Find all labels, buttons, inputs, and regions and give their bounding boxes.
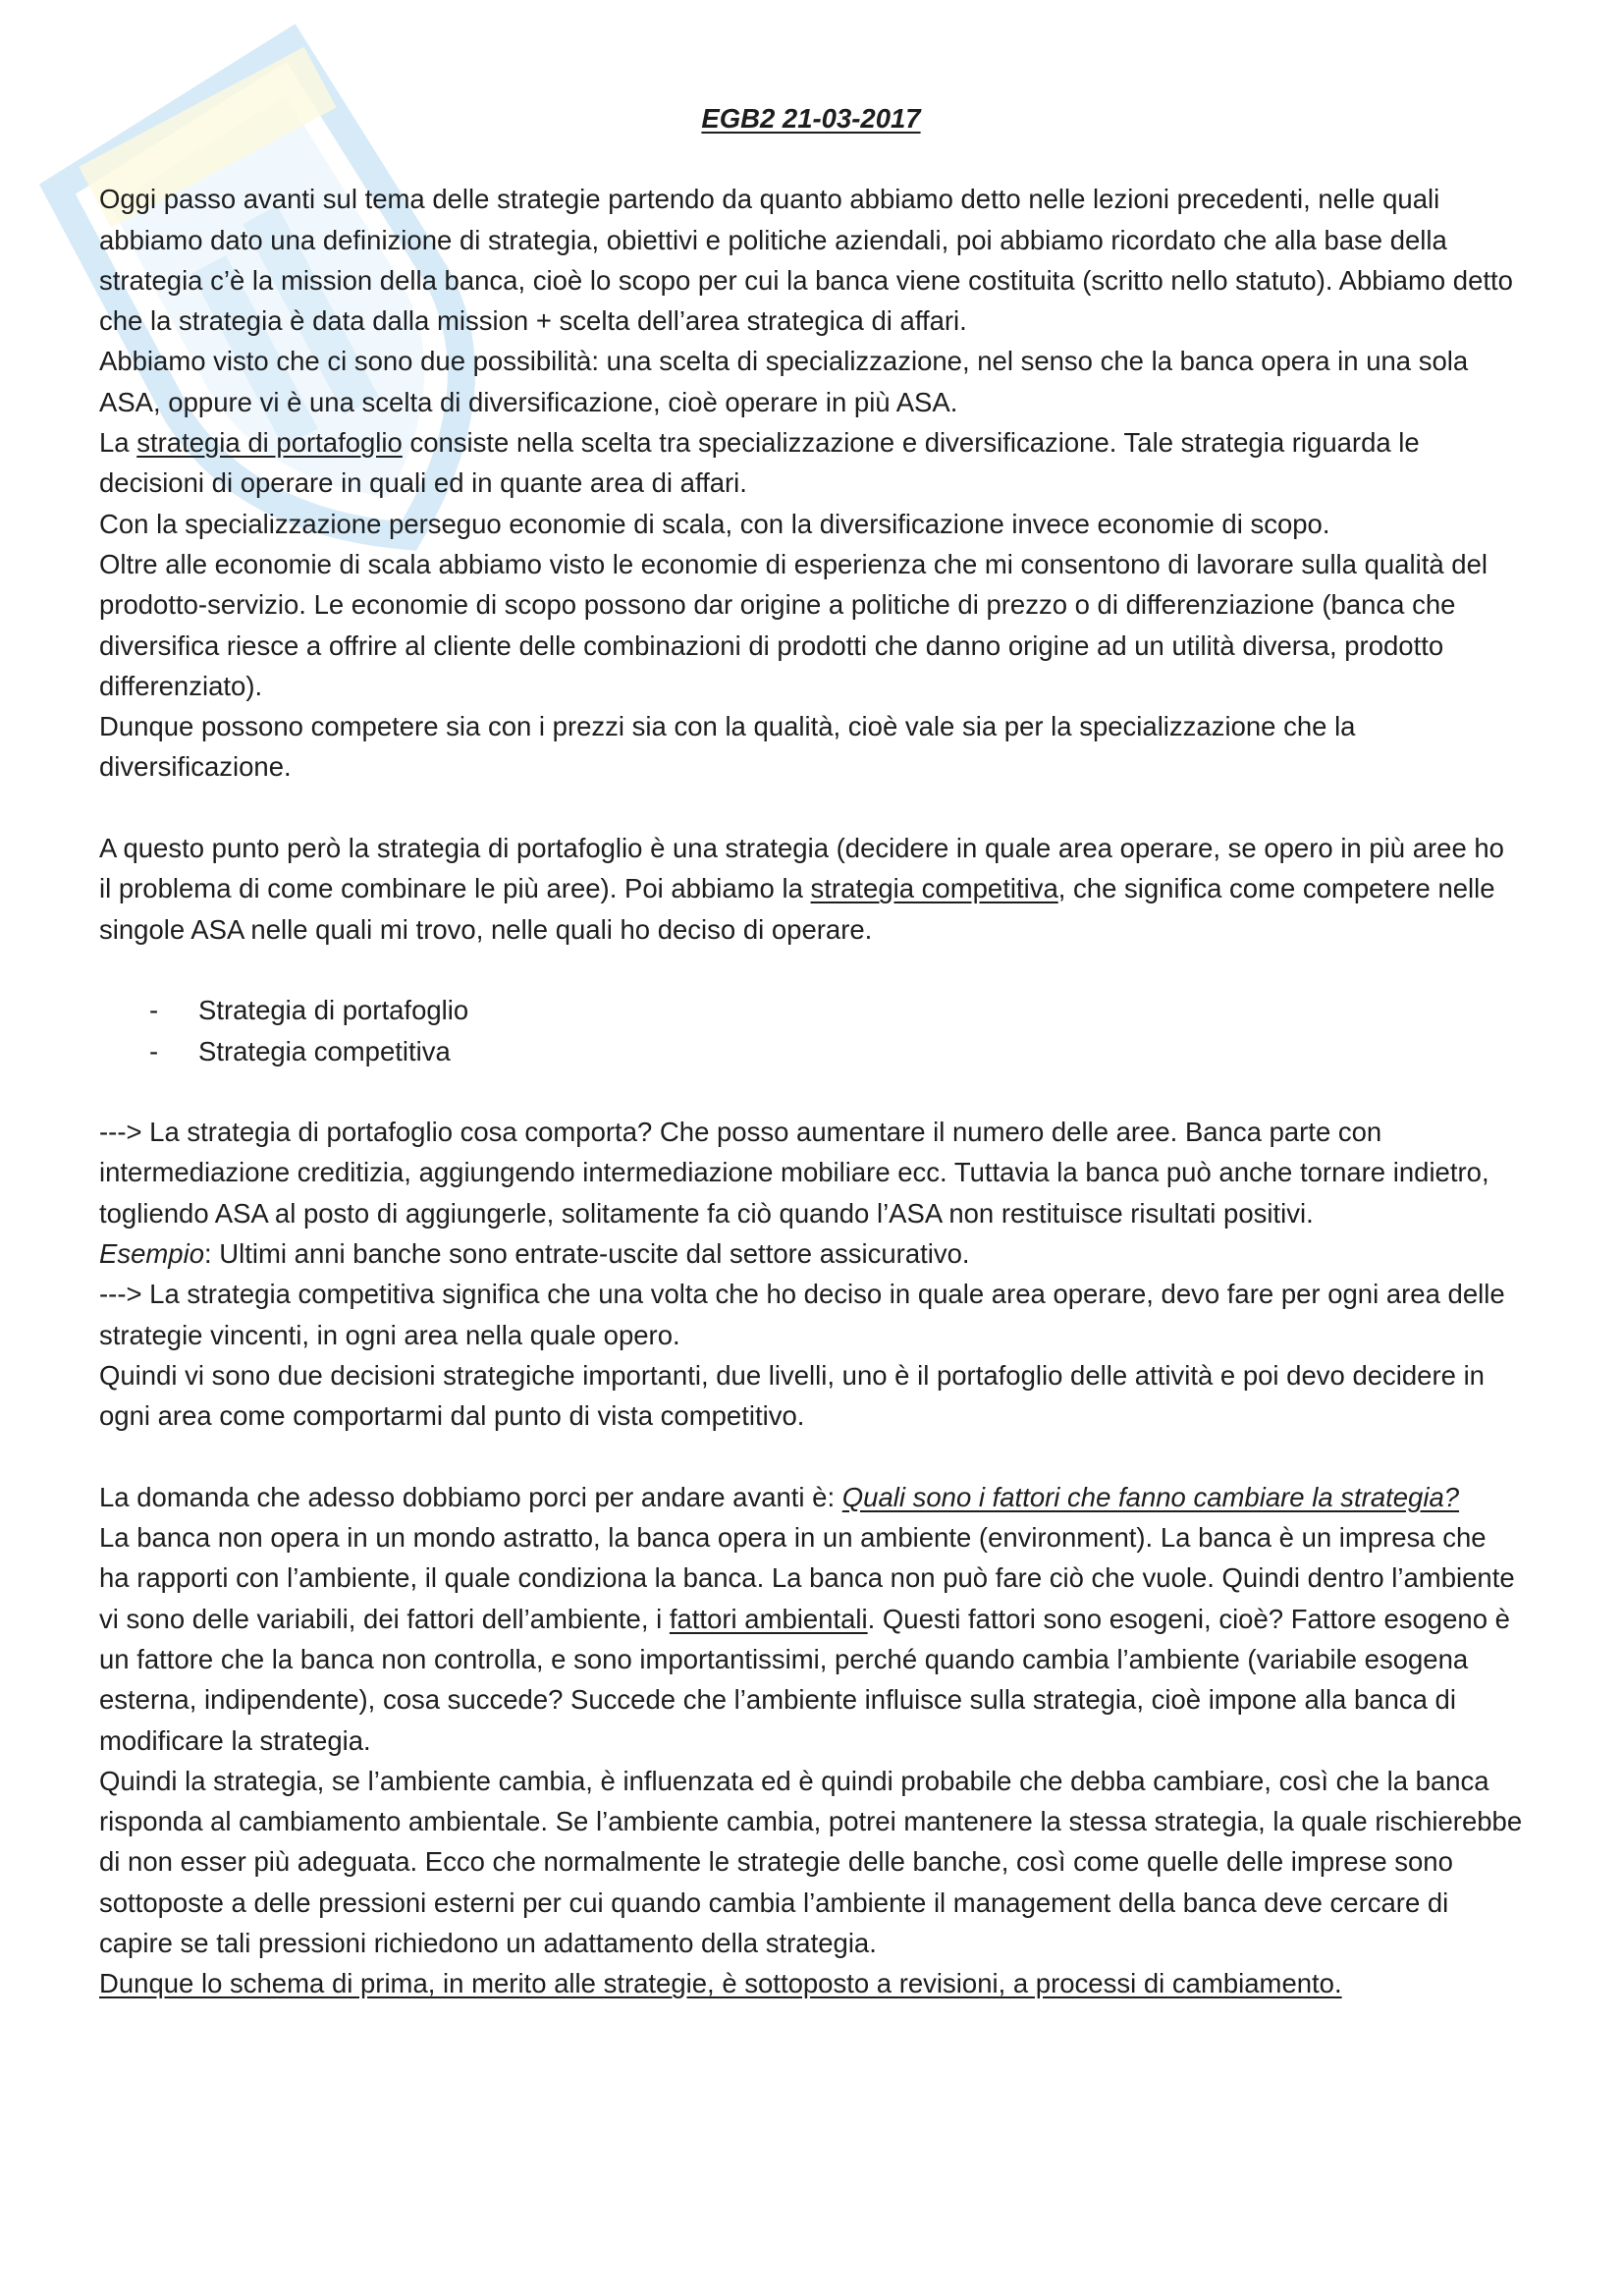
list-item: - Strategia di portafoglio	[149, 995, 469, 1026]
closing-statement: Dunque lo schema di prima, in merito alle strategie, è sottoposto a revisioni, a processi di cambiamento.	[99, 1968, 1342, 1999]
document-page	[99, 98, 1523, 2004]
document-title: EGB2 21-03-2017	[701, 103, 921, 134]
question-fattori: Quali sono i fattori che fanno cambiare la strategia?	[841, 1481, 1460, 1512]
term-fattori-ambientali: fattori ambientali	[669, 1603, 868, 1634]
list-item: - Strategia competitiva	[149, 1035, 451, 1066]
paragraph-fattori-ambientali: La domanda che adesso dobbiamo porci per andare avanti è: Quali sono i fattori che fanno cambiare la strategia? La banca non opera in un mondo astratto, la banca opera in un ambiente (environment). La banca è un impresa che ha rapporti con l’ambiente, il quale condiziona la banca. La banca non può fare ciò che vuole. Quindi dentro l’ambiente vi sono delle variabili, dei fattori dell’ambiente, i fattori ambientali. Questi fattori sono esogeni, cioè? Fattore esogeno è un fattore che la banca non controlla, e sono importantissimi, perché quando cambia l’ambiente (variabile esogena esterna, indipendente), cosa succede? Succede che l’ambiente influisce sulla strategia, cioè impone alla banca di modificare la strategia. Quindi la strategia, se l’ambiente cambia, è influenzata ed è quindi probabile che debba cambiare, così che la banca risponda al cambiamento ambientale. Se l’ambiente cambia, potrei mantenere la stessa strategia, la quale rischierebbe di non esser più adeguata. Ecco che normalmente le strategie delle banche, così come quelle delle imprese sono sottoposte a delle pressioni esterni per cui quando cambia l’ambiente il management della banca deve cercare di capire se tali pressioni richiedono un adattamento della strategia. Dunque lo schema di prima, in merito alle strategie, è sottoposto a revisioni, a processi di cambiamento.	[99, 1481, 1523, 1999]
paragraph-intro: Oggi passo avanti sul tema delle strategie partendo da quanto abbiamo detto nelle lezioni precedenti, nelle quali abbiamo dato una definizione di strategia, obiettivi e politiche aziendali, poi abbiamo ricordato che alla base della strategia c’è la mission della banca, cioè lo scopo per cui la banca viene costituita (scritto nello statuto). Abbiamo detto che la strategia è data dalla mission + scelta dell’area strategica di affari. Abbiamo visto che ci sono due possibilità: una scelta di specializzazione, nel senso che la banca opera in una sola ASA, oppure vi è una scelta di diversificazione, cioè operare in più ASA. La strategia di portafoglio consiste nella scelta tra specializzazione e diversificazione. Tale strategia riguarda le decisioni di operare in quali ed in quante area di affari. Con la specializzazione perseguo economie di scala, con la diversificazione invece economie di scopo. Oltre alle economie di scala abbiamo visto le economie di esperienza che mi consentono di lavorare sulla qualità del prodotto-servizio. Le economie di scopo possono dar origine a politiche di prezzo o di differenziazione (banca che diversifica riesce a offrire al cliente delle combinazioni di prodotti che danno origine ad un utilità diversa, prodotto differenziato). Dunque possono competere sia con i prezzi sia con la qualità, cioè vale sia per la specializzazione che la diversificazione.	[99, 184, 1513, 783]
strategy-list	[99, 990, 1523, 1071]
paragraph-portafoglio-details: ---> La strategia di portafoglio cosa comporta? Che posso aumentare il numero delle aree. Banca parte con intermediazione creditizia, aggiungendo intermediazione mobiliare ecc. Tuttavia la banca può anche tornare indietro, togliendo ASA al posto di aggiungerle, solitamente fa ciò quando l’ASA non restituisce risultati positivi. Esempio: Ultimi anni banche sono entrate-uscite dal settore assicurativo. ---> La strategia competitiva significa che una volta che ho deciso in quale area operare, devo fare per ogni area delle strategie vincenti, in ogni area nella quale opero. Quindi vi sono due decisioni strategiche importanti, due livelli, uno è il portafoglio delle attività e poi devo decidere in ogni area come comportarmi dal punto di vista competitivo.	[99, 1117, 1505, 1432]
term-strategia-competitiva: strategia competitiva	[810, 873, 1058, 904]
example-label: Esempio	[99, 1238, 204, 1270]
paragraph-strategia-competitiva: A questo punto però la strategia di portafoglio è una strategia (decidere in quale area operare, se opero in più aree ho il problema di come combinare le più aree). Poi abbiamo la strategia competitiva, che significa come competere nelle singole ASA nelle quali mi trovo, nelle quali ho deciso di operare.	[99, 833, 1504, 945]
term-strategia-di-portafoglio: strategia di portafoglio	[136, 427, 403, 459]
